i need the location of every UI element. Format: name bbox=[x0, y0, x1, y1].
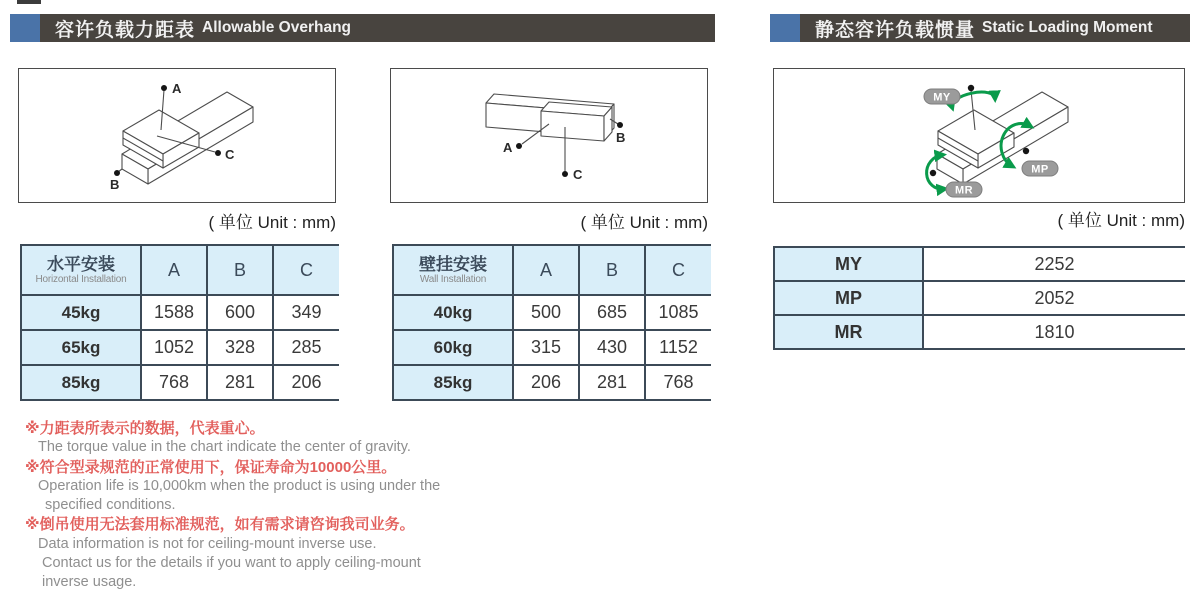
value-cell: 281 bbox=[207, 365, 273, 400]
header-title-cell bbox=[393, 245, 513, 295]
header-title-cell bbox=[21, 245, 141, 295]
moment-label-cell: MR bbox=[774, 315, 923, 349]
unit-label: ( 单位 Unit : mm) bbox=[208, 213, 336, 232]
value-cell: 285 bbox=[273, 330, 339, 365]
point-c-dot bbox=[215, 150, 221, 156]
value-cell: 430 bbox=[579, 330, 645, 365]
point-b-dot bbox=[114, 170, 120, 176]
load-cell: 60kg bbox=[393, 330, 513, 365]
accent-square-icon bbox=[10, 14, 40, 42]
moment-value-cell: 1810 bbox=[923, 315, 1185, 349]
note-line: ※倒吊使用无法套用标准规范，如有需求请咨询我司业务。 bbox=[25, 516, 415, 534]
load-cell: 45kg bbox=[21, 295, 141, 330]
note-line: The torque value in the chart indicate the center of gravity. bbox=[38, 439, 411, 456]
table-row bbox=[393, 330, 711, 365]
load-cell: 85kg bbox=[393, 365, 513, 400]
mp-badge bbox=[1022, 161, 1058, 176]
load-cell: 40kg bbox=[393, 295, 513, 330]
note-line: ※力距表所表示的数据，代表重心。 bbox=[25, 420, 265, 437]
mr-badge-label: MR bbox=[954, 184, 974, 197]
point-c-label: C bbox=[225, 147, 235, 162]
value-cell: 1052 bbox=[141, 330, 207, 365]
crop-artifact bbox=[17, 0, 41, 4]
moment-value-cell: 2052 bbox=[923, 281, 1185, 315]
point-c-dot bbox=[562, 171, 568, 177]
header-title-en: Wall Installation bbox=[419, 273, 487, 285]
value-cell: 349 bbox=[273, 295, 339, 330]
value-cell: 768 bbox=[645, 365, 711, 400]
point-b-dot bbox=[617, 122, 623, 128]
wall-overhang-drawing bbox=[391, 69, 707, 202]
mr-badge bbox=[946, 182, 982, 197]
col-header-b: B bbox=[207, 245, 273, 295]
col-header-a: A bbox=[141, 245, 207, 295]
table-header-row bbox=[21, 245, 339, 295]
col-header-b: B bbox=[579, 245, 645, 295]
table-row bbox=[393, 365, 711, 400]
point-a-label: A bbox=[503, 140, 513, 155]
diagram-static-moment bbox=[773, 68, 1185, 203]
value-cell: 1588 bbox=[141, 295, 207, 330]
mp-badge-label: MP bbox=[1031, 163, 1049, 176]
note-line: specified conditions. bbox=[45, 497, 176, 514]
footnotes bbox=[0, 419, 640, 593]
col-header-a: A bbox=[513, 245, 579, 295]
value-cell: 500 bbox=[513, 295, 579, 330]
my-badge-label: MY bbox=[933, 91, 951, 104]
wall-installation-table bbox=[392, 244, 711, 401]
table-header-row bbox=[393, 245, 711, 295]
load-cell: 85kg bbox=[21, 365, 141, 400]
moment-drawing bbox=[774, 69, 1184, 202]
note-line: ※符合型录规范的正常使用下，保证寿命为10000公里。 bbox=[25, 458, 397, 476]
moment-label-cell: MY bbox=[774, 247, 923, 281]
value-cell: 1152 bbox=[645, 330, 711, 365]
unit-label: ( 单位 Unit : mm) bbox=[1057, 211, 1185, 230]
table-row bbox=[774, 315, 1185, 349]
my-dot bbox=[968, 85, 974, 91]
point-b-label: B bbox=[110, 177, 120, 192]
table-row bbox=[774, 247, 1185, 281]
point-a-dot bbox=[516, 143, 522, 149]
header-title-en: Horizontal Installation bbox=[35, 273, 127, 285]
point-a-label: A bbox=[172, 81, 182, 96]
header-title-cn: 壁挂安装 bbox=[419, 254, 487, 274]
section-title-cn: 静态容许负载惯量 bbox=[815, 19, 976, 41]
value-cell: 685 bbox=[579, 295, 645, 330]
value-cell: 1085 bbox=[645, 295, 711, 330]
note-line: Contact us for the details if you want to apply ceiling-mount bbox=[42, 555, 421, 572]
table-row bbox=[21, 365, 339, 400]
col-header-c: C bbox=[273, 245, 339, 295]
horizontal-installation-table bbox=[20, 244, 339, 401]
accent-square-icon bbox=[770, 14, 800, 42]
note-line: Data information is not for ceiling-mount inverse use. bbox=[38, 535, 377, 552]
mr-dot bbox=[930, 170, 936, 176]
section-title-cn: 容许负载力距表 bbox=[55, 19, 196, 41]
col-header-c: C bbox=[645, 245, 711, 295]
note-line: inverse usage. bbox=[42, 574, 137, 591]
note-line: Operation life is 10,000km when the product is using under the bbox=[38, 477, 441, 494]
value-cell: 768 bbox=[141, 365, 207, 400]
section-header-overhang bbox=[10, 14, 715, 42]
value-cell: 206 bbox=[513, 365, 579, 400]
point-b-label: B bbox=[616, 130, 626, 145]
moment-label-cell: MP bbox=[774, 281, 923, 315]
value-cell: 315 bbox=[513, 330, 579, 365]
value-cell: 328 bbox=[207, 330, 273, 365]
header-title-cn: 水平安装 bbox=[47, 254, 115, 274]
diagram-horizontal-installation bbox=[18, 68, 336, 203]
section-header-moment bbox=[770, 14, 1190, 42]
value-cell: 206 bbox=[273, 365, 339, 400]
value-cell: 600 bbox=[207, 295, 273, 330]
table-row bbox=[21, 330, 339, 365]
my-badge bbox=[924, 89, 960, 104]
section-title-en: Allowable Overhang bbox=[202, 19, 352, 36]
slider-front-face bbox=[541, 111, 604, 141]
point-a-dot bbox=[161, 85, 167, 91]
horizontal-overhang-drawing bbox=[19, 69, 335, 202]
diagram-wall-installation bbox=[390, 68, 708, 203]
section-title-en: Static Loading Moment bbox=[982, 19, 1153, 36]
table-row bbox=[393, 295, 711, 330]
value-cell: 281 bbox=[579, 365, 645, 400]
load-cell: 65kg bbox=[21, 330, 141, 365]
moment-value-cell: 2252 bbox=[923, 247, 1185, 281]
point-c-label: C bbox=[573, 167, 583, 182]
mp-dot bbox=[1023, 148, 1029, 154]
unit-label: ( 单位 Unit : mm) bbox=[580, 213, 708, 232]
table-row bbox=[774, 281, 1185, 315]
table-row bbox=[21, 295, 339, 330]
static-moment-table bbox=[773, 246, 1185, 350]
